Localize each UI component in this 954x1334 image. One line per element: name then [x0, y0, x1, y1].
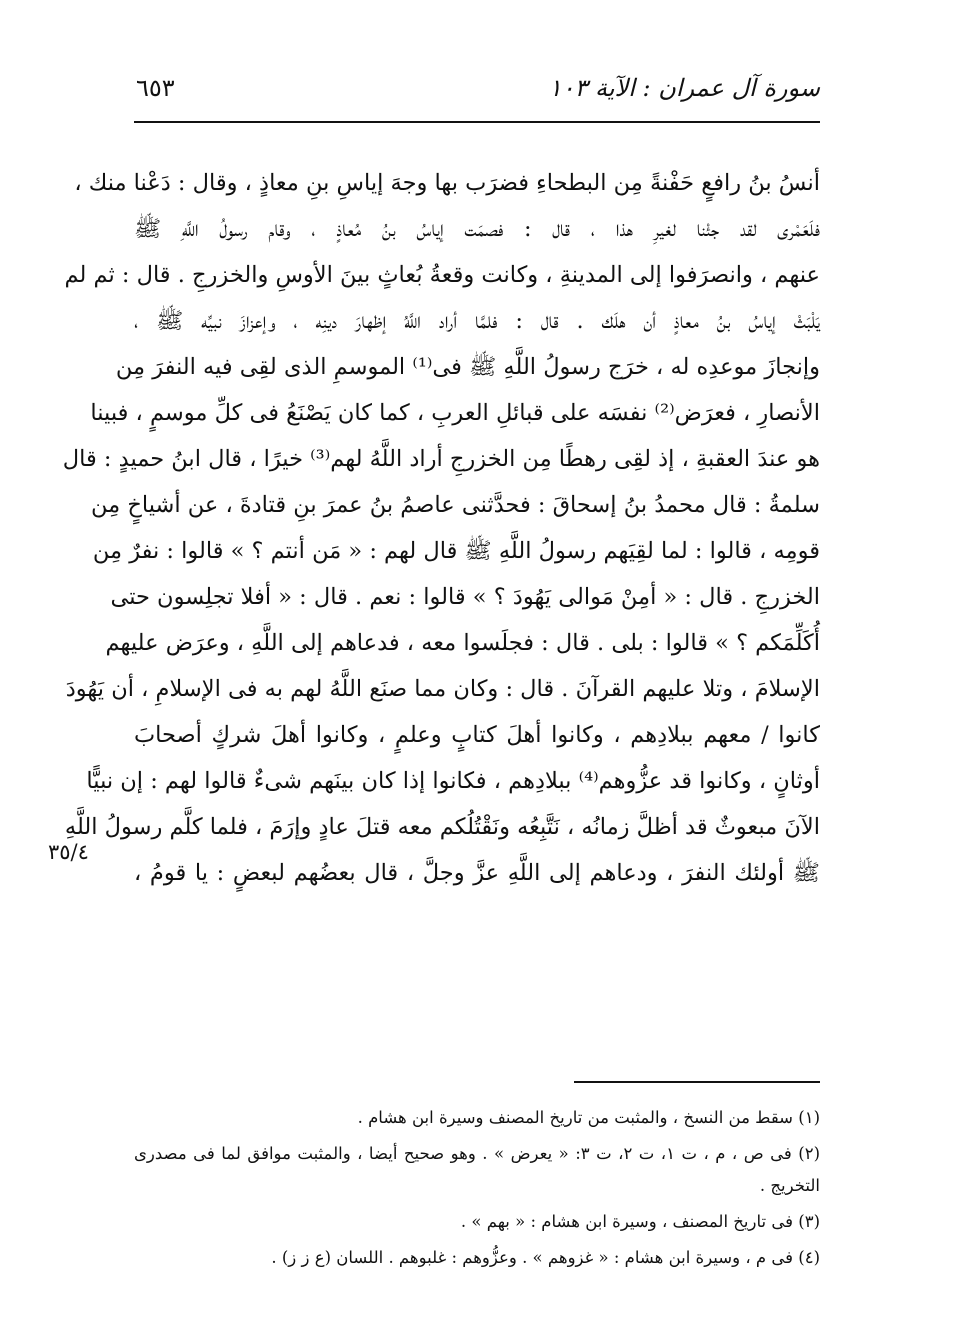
text-line-4: يَلْبَثْ إياسُ بنُ معاذٍ أن هلَك . قال : فلمَّا أراد اللَّهُ إظهارَ دينِه ، وإعزازَ نبيِّه ﷺ ،	[134, 308, 820, 334]
footnote-1: (١) سقط من النسخ ، والمثبت من تاريخ المصنف وسيرة ابن هشام .	[357, 1108, 820, 1127]
text-line-8: سلمةُ : قال محمدُ بنُ إسحاقَ : فحدَّثنى عاصمُ بنُ عمرَ بنِ قتادةَ ، عن أشياخٍ مِن	[90, 492, 820, 518]
text-line-10: الخزرجِ . قال : « أمِنْ مَوالى يَهُودَ ؟ » قالوا : نعم . قال : « أفلا تجلِسون حتى	[110, 584, 820, 610]
text-line-13: كانوا / معهم ببلادِهم ، وكانوا أهلَ كتابٍ وعلمٍ ، وكانوا أهلَ شركٍ أصحابَ	[134, 722, 820, 748]
text-line-9: قومِه ، قالوا : لما لقِيَهم رسولُ اللَّهِ ﷺ قال لهم : « مَن أنتم ؟ » قالوا : نفرٌ مِن	[92, 538, 820, 564]
page-number: ٦٥٣	[136, 74, 175, 102]
footnote-3: (٣) فى تاريخ المصنف ، وسيرة ابن هشام : « بهم » .	[460, 1212, 820, 1231]
footnote-2-continued: التخريج .	[759, 1176, 820, 1195]
text-line-16: ﷺ أولئك النفرَ ، ودعاهم إلى اللَّهِ عزَّ وجلَّ ، قال بعضُهم لبعضٍ : يا قومُ ،	[134, 860, 820, 886]
text-line-15: الآنَ مبعوثٌ قد أظلَّ زمانُه ، نَتَّبِعُه ونَقْتُلُكم معه قتلَ عادٍ وإرَمَ ، فلما كلَّم رسولُ اللَّهِ	[64, 814, 820, 840]
text-line-3: عنهم ، وانصرَفوا إلى المدينةِ ، وكانت وقعةُ بُعاثٍ بينَ الأوسِ والخزرجِ . قال : ثم لم	[64, 262, 820, 288]
footnote-2: (٢) فى ص ، م ، ت ١، ت ٢، ت ٣: « يعرض » . وهو صحيح أيضا ، والمثبت موافق لما فى مصدرى	[134, 1144, 820, 1163]
text-line-6: الأنصارِ ، فعرَض⁽²⁾ نفسَه على قبائلِ العربِ ، كما كان يَصْنَعُ فى كلِّ موسمٍ ، فبينا	[90, 400, 820, 426]
text-line-2: فلَعَمْرى لقد جئْنا لغيرِ هذا ، قال : فصمَت إياسُ بنُ مُعاذٍ ، وقام رسولُ اللَّهِ ﷺ	[134, 216, 820, 242]
text-line-14: أوثانٍ ، وكانوا قد عزُّوهم⁽⁴⁾ ببلادِهم ، فكانوا إذا كان بينَهم شىءٌ قالوا لهم : إن نبيًّا	[86, 768, 820, 794]
running-header	[134, 74, 820, 114]
text-line-11: أُكَلِّمَكم ؟ » قالوا : بلى . قال : فجلَسوا معه ، فدعاهم إلى اللَّهِ ، وعرَض عليهم	[105, 630, 820, 656]
text-line-1: أنسُ بنُ رافعٍ حَفْنةً مِن البطحاءِ فضرَب بها وجهَ إياسِ بنِ معاذٍ ، وقال : دَعْنا منك ،	[74, 170, 820, 196]
header-rule	[134, 121, 820, 123]
running-header-title: سورة آل عمران : الآية ١٠٣	[548, 74, 820, 102]
text-line-5: وإنجازَ موعدِه له ، خرَج رسولُ اللَّهِ ﷺ فى⁽¹⁾ الموسمِ الذى لقِى فيه النفرَ مِن	[115, 354, 820, 380]
text-line-7: هو عندَ العقبةِ ، إذ لقِى رهطًا مِن الخزرجِ أراد اللَّهُ لهم⁽³⁾ خيرًا ، قال ابنُ حميدٍ : قال	[62, 446, 820, 472]
footnote-rule	[574, 1081, 820, 1083]
footnote-4: (٤) فى م ، وسيرة ابن هشام : « غزوهم » . وعزُّوهم : غلبوهم . اللسان (ع ز ز) .	[271, 1248, 820, 1267]
text-line-12: الإسلامَ ، وتلا عليهم القرآنَ . قال : وكان مما صنَع اللَّهُ لهم به فى الإسلامِ ، أن يَهُودَ	[65, 676, 820, 702]
margin-reference: ٣٥/٤	[48, 840, 89, 864]
